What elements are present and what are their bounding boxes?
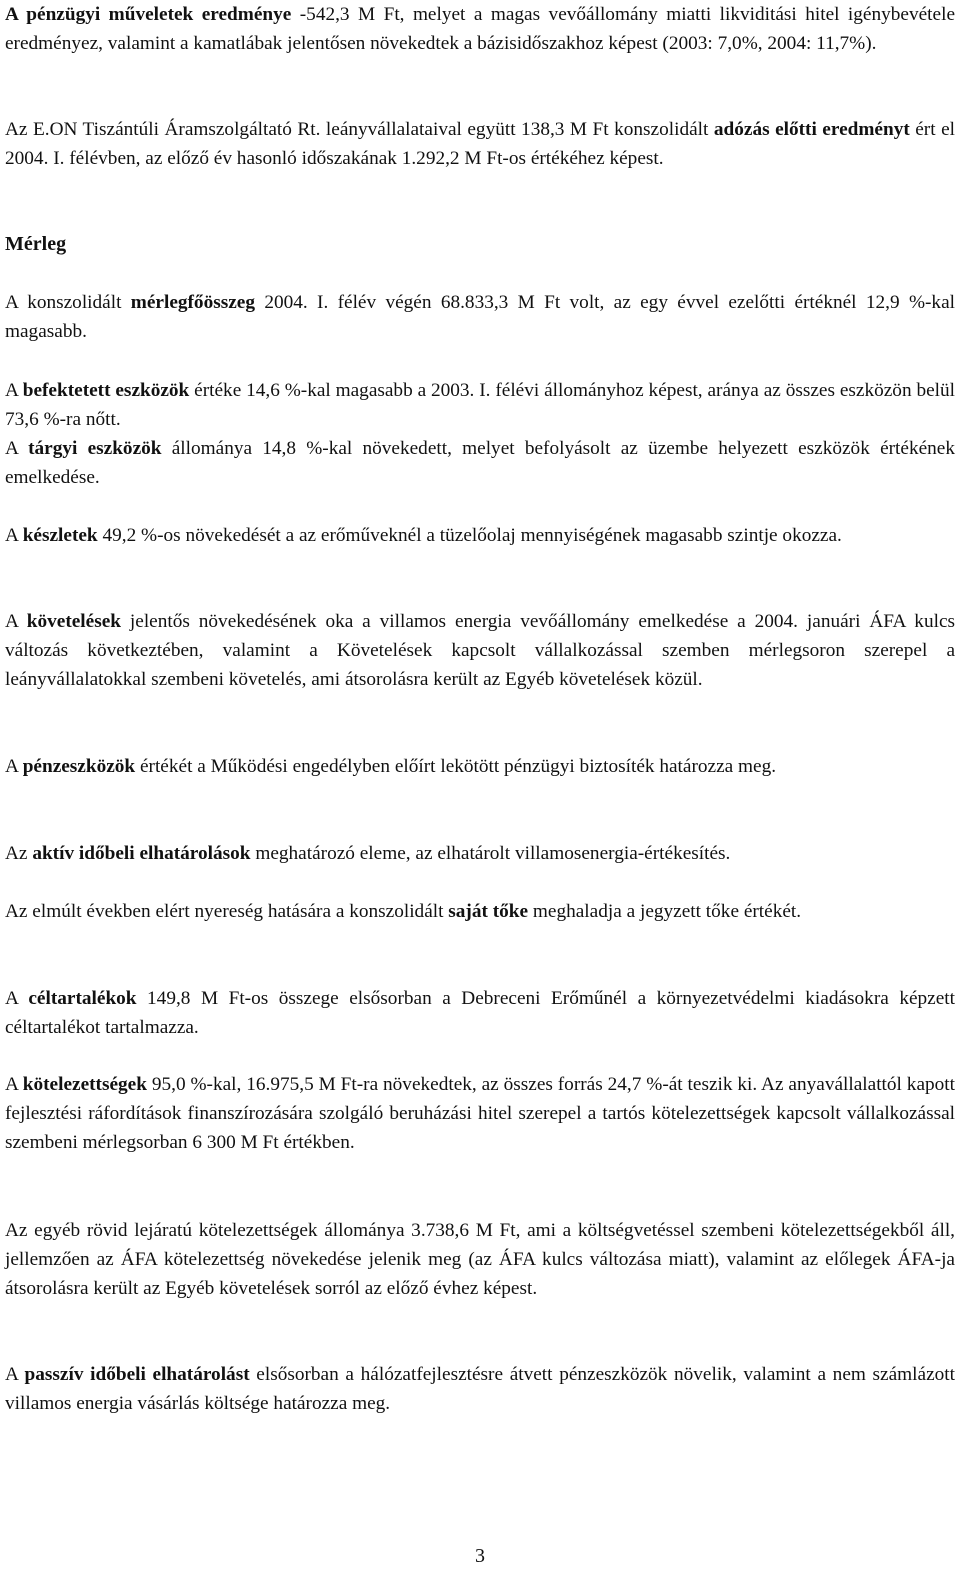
text-run: meghatározó eleme, az elhatárolt villamosenergia-értékesítés. — [250, 843, 731, 864]
paragraph-deferred-income — [5, 1360, 955, 1418]
paragraph-equity — [5, 897, 955, 926]
paragraph-inventories — [5, 521, 955, 550]
section-heading-balance-sheet: Mérleg — [5, 233, 67, 255]
text-run: Az elmúlt években elért nyereség hatására a konszolidált — [5, 901, 449, 922]
paragraph-provisions — [5, 984, 955, 1042]
bold-term: tárgyi eszközök — [28, 438, 162, 459]
text-run: 2004. I. félév végén 68.833,3 M Ft volt, az egy évvel ezelőtti értéknél 12,9 %-kal magasabb. — [5, 292, 955, 342]
paragraph-receivables — [5, 607, 955, 694]
bold-term: adózás előtti eredményt — [713, 119, 910, 140]
text-run: A — [5, 611, 27, 632]
paragraph-cash — [5, 752, 955, 781]
bold-term: befektetett eszközök — [22, 380, 190, 401]
text-run: -542,3 M Ft, melyet a magas vevőállomány miatti likviditási hitel igénybevétele eredményez, valamint a kamatlábak jelentősen növekedtek a bázisidőszakhoz képest (2003: 7,0%, 2004: 11,7%). — [5, 4, 956, 54]
bold-term: mérlegfőösszeg — [130, 292, 255, 313]
paragraph-tangible-assets — [5, 434, 955, 492]
text-run: A — [5, 380, 23, 401]
text-run: 49,2 %-os növekedését a az erőműveknél a tüzelőolaj mennyiségének magasabb szintje okozza. — [97, 525, 842, 546]
text-run: A — [5, 1074, 23, 1095]
bold-term: céltartalékok — [28, 988, 137, 1009]
bold-term: kötelezettségek — [22, 1074, 147, 1095]
paragraph-financial-result — [5, 0, 955, 58]
text-run: Az E.ON Tiszántúli Áramszolgáltató Rt. leányvállalataival együtt 138,3 M Ft konszolidált — [5, 119, 714, 140]
page-number: 3 — [475, 1545, 485, 1567]
text-run: ért el 2004. I. félévben, az előző év hasonló időszakának 1.292,2 M Ft-os értékéhez képest. — [5, 119, 955, 169]
text-run: A — [5, 525, 23, 546]
bold-term: saját tőke — [448, 901, 529, 922]
bold-term: készletek — [22, 525, 98, 546]
text-run: értékét a Működési engedélyben előírt lekötött pénzügyi biztosíték határozza meg. — [135, 756, 777, 777]
text-run: értéke 14,6 %-kal magasabb a 2003. I. félévi állományhoz képest, aránya az összes eszközön belül 73,6 %-ra nőtt. — [5, 380, 955, 430]
text-run: Az egyéb rövid lejáratú kötelezettségek állománya 3.738,6 M Ft, ami a költségvetéssel szembeni kötelezettségekből áll, jellemzően az ÁFA kötelezettség növekedése jelenik meg (az ÁFA kulcs változása miatt), valamint az előlegek ÁFA-ja átsorolásra került az Egyéb követelések sorról az előző évhez képest. — [5, 1220, 955, 1299]
bold-term: aktív időbeli elhatárolások — [32, 843, 251, 864]
text-run: A — [5, 1364, 25, 1385]
paragraph-liabilities — [5, 1070, 955, 1157]
paragraph-fixed-assets — [5, 376, 955, 434]
text-run: A — [5, 756, 23, 777]
paragraph-balance-total — [5, 288, 955, 346]
paragraph-pretax-result — [5, 115, 955, 173]
bold-term: pénzeszközök — [22, 756, 136, 777]
text-run: A konszolidált — [5, 292, 131, 313]
paragraph-short-term-liabilities — [5, 1216, 955, 1303]
text-run: A — [5, 988, 29, 1009]
text-run: jelentős növekedésének oka a villamos energia vevőállomány emelkedése a 2004. januári ÁFA kulcs változás következtében, valamint a Követelések kapcsolt vállalkozással szemben mérlegsoron szerepel a leányvállalatokkal szembeni követelés, ami átsorolásra került az Egyéb követelések közül. — [5, 611, 955, 690]
text-run: meghaladja a jegyzett tőke értékét. — [528, 901, 802, 922]
bold-term: A pénzügyi műveletek eredménye — [5, 4, 292, 25]
bold-term: passzív időbeli elhatárolást — [24, 1364, 250, 1385]
paragraph-accrued-income — [5, 839, 955, 868]
text-run: 95,0 %-kal, 16.975,5 M Ft-ra növekedtek, az összes forrás 24,7 %-át teszik ki. Az anyavállalattól kapott fejlesztési ráfordítások finanszírozására szolgáló beruházási hitel szerepel a tartós kötelezettségek kapcsolt vállalkozással szembeni mérlegsorban 6 300 M Ft értékben. — [5, 1074, 955, 1153]
bold-term: követelések — [26, 611, 122, 632]
text-run: Az — [5, 843, 33, 864]
text-run: A — [5, 438, 29, 459]
text-run: 149,8 M Ft-os összege elsősorban a Debreceni Erőműnél a környezetvédelmi kiadásokra képzett céltartalékot tartalmazza. — [5, 988, 955, 1038]
text-run: állománya 14,8 %-kal növekedett, melyet befolyásolt az üzembe helyezett eszközök értékének emelkedése. — [5, 438, 955, 488]
text-run: elsősorban a hálózatfejlesztésre átvett pénzeszközök növelik, valamint a nem számlázott villamos energia vásárlás költsége határozza meg. — [5, 1364, 955, 1414]
